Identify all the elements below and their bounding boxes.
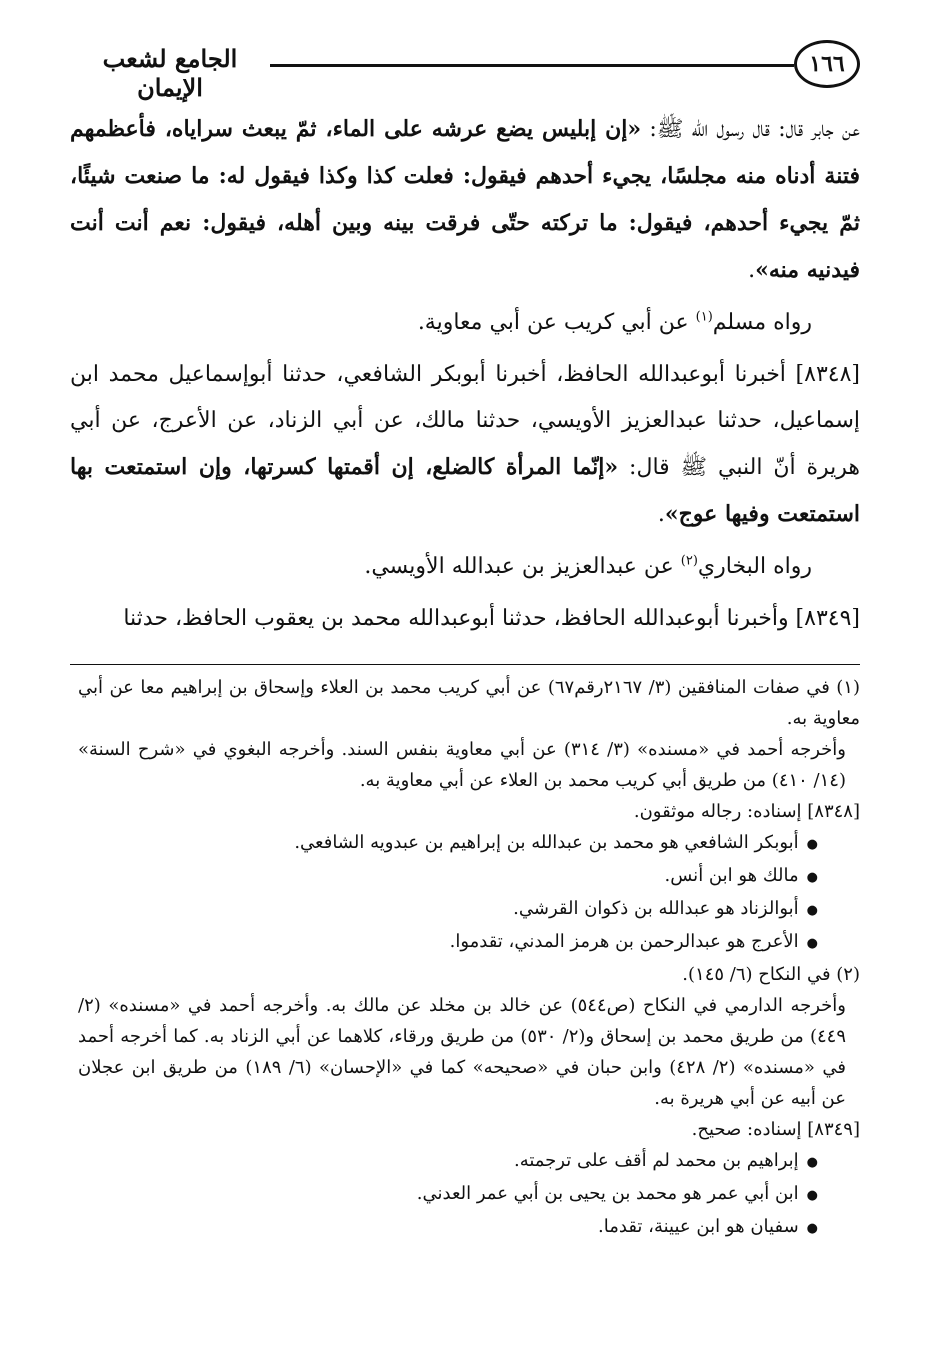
narration-note-2: رواه البخاري$^{(٢)}$ عن عبدالعزيز بن عبدالله الأويسي. [364,553,812,579]
footnote-line: [٨٣٤٩] إسناده: صحيح. [691,1119,860,1140]
footnote-bullet: ● الأعرج هو عبدالرحمن بن هرمز المدني، تقدموا. [78,926,860,959]
hadith-paragraph-8349: [٨٣٤٩] وأخبرنا أبوعبدالله الحافظ، حدثنا أبوعبدالله محمد بن يعقوب الحافظ، حدثنا [123,606,860,631]
page-number: ١٦٦ [794,40,860,88]
main-text [70,106,860,642]
footnote-separator [70,664,860,665]
page-header [70,34,860,102]
isnad-text: عن جابر قال: قال رسول الله ﷺ: [641,117,860,142]
narration-note-1: رواه مسلم$^{(١)}$ عن أبي كريب عن أبي معاوية. [417,309,812,335]
footnote-bullet: ● ابن أبي عمر هو محمد بن يحيى بن أبي عمر العدني. [78,1178,860,1211]
footnote-bullet: ● أبوبكر الشافعي هو محمد بن عبدالله بن إبراهيم بن عبدويه الشافعي. [78,827,860,860]
footnote-ref-2: (٢) [680,553,698,569]
footnote-line: وأخرجه أحمد في «مسنده» (٣/ ٣١٤) عن أبي معاوية بنفس السند. وأخرجه البغوي في «شرح السنة» (١٤/ ٤١٠) من طريق أبي كريب محمد بن العلاء عن أبي معاوية به. [78,739,846,791]
header-rule [270,64,794,67]
footnote-line: (١) في صفات المنافقين (٣/ ٢١٦٧رقم٦٧) عن أبي كريب محمد بن العلاء وإسحاق بن إبراهيم معا عن أبي معاوية به. [78,677,860,729]
footnote-bullet: ● سفيان هو ابن عيينة، تقدما. [78,1211,860,1244]
footnote-bullet: ● إبراهيم بن محمد لم أقف على ترجمته. [78,1145,860,1178]
hadith-matn: «إن إبليس يضع عرشه على الماء، ثمّ يبعث سراياه، فأعظمهم فتنة أدناه منه مجلسًا، يجيء أحدهم فيقول: فعلت كذا وكذا فيقول له: ما صنعت شيئًا، ثمّ يجيء أحدهم، فيقول: ما تركته حتّى فرقت بينه وبين أهله، فيقول: نعم أنت أنت فيدنيه منه» [70,116,860,283]
footnote-bullet: ● أبوالزناد هو عبدالله بن ذكوان القرشي. [78,893,860,926]
hadith-paragraph-1: عن جابر قال: قال رسول الله ﷺ: «إن إبليس يضع عرشه على الماء، ثمّ يبعث سراياه، فأعظمهم فتنة أدناه منه مجلسًا، يجيء أحدهم فيقول: فعلت كذا وكذا فيقول له: ما صنعت شيئًا، ثمّ يجيء أحدهم، فيقول: ما تركته حتّى فرقت بينه وبين أهله، فيقول: نعم أنت أنت فيدنيه منه». [70,116,860,283]
footnote-bullet: ● مالك هو ابن أنس. [78,860,860,893]
footnote-line: وأخرجه الدارمي في النكاح (ص٥٤٤) عن خالد بن مخلد عن مالك به. وأخرجه أحمد في «مسنده» (٢/ ٤٤٩) من طريق محمد بن إسحاق و(٢/ ٥٣٠) من طريق ورقاء، كلاهما عن أبي الزناد به. كما أخرجه أحمد في «مسنده» (٢/ ٤٢٨) وابن حبان في «صحيحه» كما في «الإحسان» (٦/ ١٨٩) من طريق ابن عجلان عن أبيه عن أبي هريرة به. [78,995,846,1109]
footnote-line: [٨٣٤٨] إسناده: رجاله موثقون. [633,801,860,822]
footnote-line: (٢) في النكاح (٦/ ١٤٥). [682,964,860,985]
book-title: الجامع لشعب الإيمان [102,44,238,102]
isnad-text: [٨٣٤٨] أخبرنا أبوعبدالله الحافظ، أخبرنا أبوبكر الشافعي، حدثنا أبوإسماعيل محمد ابن إسماعيل، حدثنا عبدالعزيز الأويسي، حدثنا مالك، عن أبي الزناد، عن الأعرج، عن أبي هريرة أنّ النبي ﷺ قال: [70,362,860,480]
hadith-matn: «إنّما المرأة كالضلع، إن أقمتها كسرتها، وإن استمتعت بها استمتعت وفيها عوج» [70,454,860,527]
footnotes [78,672,860,1244]
footnote-ref-1: (١) [695,309,713,325]
hadith-paragraph-8348: [٨٣٤٨] أخبرنا أبوعبدالله الحافظ، أخبرنا أبوبكر الشافعي، حدثنا أبوإسماعيل محمد ابن إسماعيل، حدثنا عبدالعزيز الأويسي، حدثنا مالك، عن أبي الزناد، عن الأعرج، عن أبي هريرة أنّ النبي ﷺ قال: «إنّما المرأة كالضلع، إن أقمتها كسرتها، وإن استمتعت بها استمتعت وفيها عوج». [70,362,860,527]
